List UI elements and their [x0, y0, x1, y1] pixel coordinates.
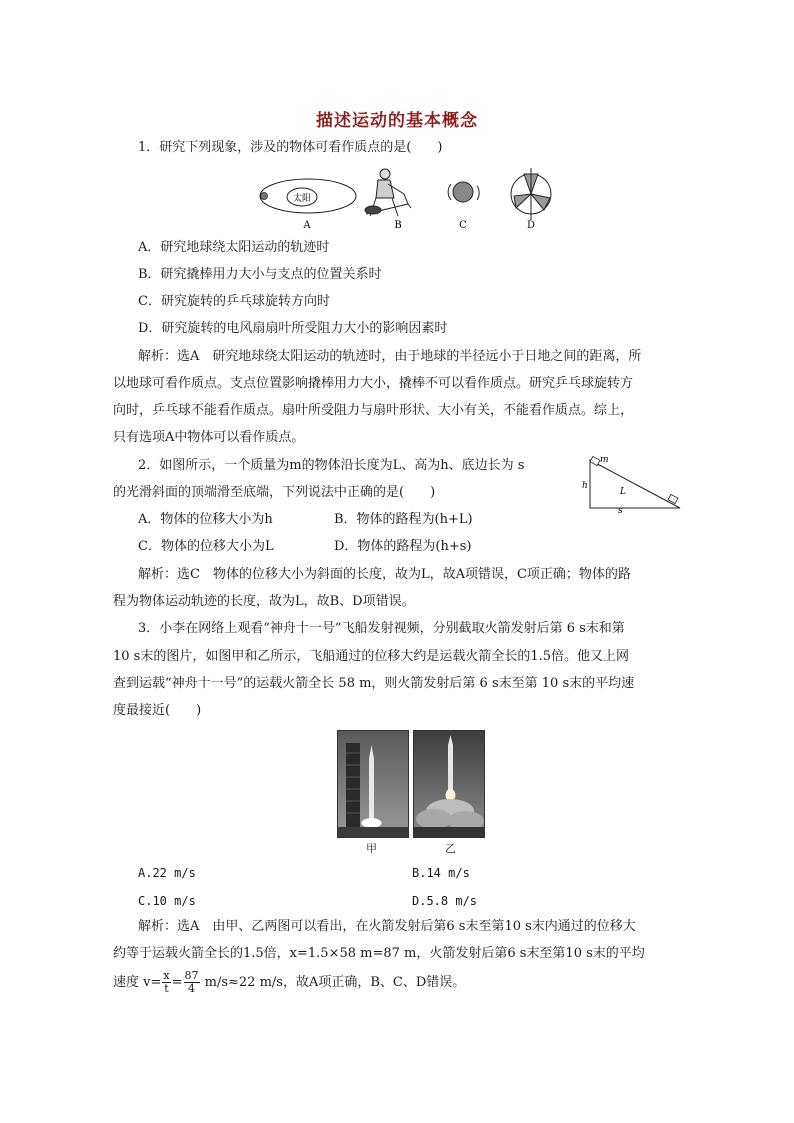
q2-analysis-line2: 程为物体运动轨迹的长度，故为L，故B、D项错误。 — [113, 594, 415, 609]
q2-stem-line2: 的光滑斜面的顶端滑至底端，下列说法中正确的是( ) — [113, 485, 436, 500]
q3-stem-line1: 3．小李在网络上观看“神舟十一号”飞船发射视频，分别截取火箭发射后第 6 s末和第 — [138, 621, 625, 636]
speed-suffix: m/s≈22 m/s，故A项正确，B、C、D错误。 — [200, 975, 466, 990]
q1-figure — [258, 164, 558, 232]
fraction-x-over-t: $\frac{x}{t}$ — [163, 969, 170, 995]
q1-analysis-line3: 向时，乒乓球不能看作质点。扇叶所受阻力与扇叶形状、大小有关，不能看作质点。综上， — [113, 403, 634, 418]
q1-analysis-line2: 以地球可看作质点。支点位置影响撬棒用力大小，撬棒不可以看作质点。研究乒乓球旋转方 — [113, 376, 634, 391]
label-L: L — [620, 487, 626, 497]
label-m: m — [600, 455, 609, 465]
rocket-photo-yi — [413, 730, 485, 838]
q2-option-c: C．物体的位移大小为L — [138, 539, 274, 554]
sun-label: 太阳 — [292, 194, 312, 204]
lever-person-icon — [365, 169, 411, 216]
fig-label-b: B — [394, 220, 402, 231]
q3-stem-line3: 查到运载“神舟十一号”的运载火箭全长 58 m，则火箭发射后第 6 s末至第 10 s末的平均速 — [113, 676, 635, 691]
q3-option-d: D.5.8 m/s — [412, 894, 478, 908]
q2-option-d: D．物体的路程为(h+s) — [334, 539, 472, 554]
q1-analysis-line4: 只有选项A中物体可以看作质点。 — [113, 430, 305, 445]
q1-option-b: B．研究撬棒用力大小与支点的位置关系时 — [138, 267, 382, 282]
q1-option-d: D．研究旋转的电风扇扇叶所受阻力大小的影响因素时 — [138, 321, 448, 336]
earth-icon — [261, 193, 268, 200]
q2-stem-line1: 2．如图所示，一个质量为m的物体沿长度为L、高为h、底边长为 s — [138, 458, 525, 473]
q1-option-c: C．研究旋转的乒乓球旋转方向时 — [138, 294, 330, 309]
photo-label-jia: 甲 — [366, 842, 377, 855]
q2-incline-figure — [580, 454, 690, 514]
q3-stem-line4: 度最接近( ) — [113, 703, 202, 718]
fig-label-d: D — [526, 220, 536, 231]
photo-label-yi: 乙 — [445, 842, 456, 855]
q3-analysis-line3: 速度 v= $\frac{x}{t}$ = $\frac{87}{4}$ m/s≈22 m/s，故A项正确，B、C、D错误。 — [113, 969, 466, 995]
q1-analysis-line1: 解析：选A 研究地球绕太阳运动的轨迹时，由于地球的半径远小于日地之间的距离，所 — [138, 349, 642, 364]
q3-analysis-line1: 解析：选A 由甲、乙两图可以看出，在火箭发射后第6 s末至第10 s末内通过的位移大 — [138, 919, 636, 934]
rocket-photo-jia — [337, 730, 409, 838]
page-title: 描述运动的基本概念 — [316, 111, 478, 131]
fig-label-a: A — [303, 220, 311, 231]
q1-option-a: A．研究地球绕太阳运动的轨迹时 — [138, 240, 330, 255]
ball-icon — [453, 182, 473, 202]
q2-analysis-line1: 解析：选C 物体的位移大小为斜面的长度，故为L，故A项错误，C项正确；物体的路 — [138, 567, 631, 582]
q2-option-b: B．物体的路程为(h+L) — [334, 512, 473, 527]
q3-analysis-line2: 约等于运载火箭全长的1.5倍，x=1.5×58 m=87 m，火箭发射后第6 s末至第10 s末的平均 — [113, 946, 645, 961]
q3-stem-line2: 10 s末的图片，如图甲和乙所示，飞船通过的位移大约是运载火箭全长的1.5倍。他又上网 — [113, 649, 630, 664]
q3-option-a: A.22 m/s — [138, 866, 196, 880]
q3-option-c: C.10 m/s — [138, 894, 196, 908]
fan-icon — [511, 168, 551, 220]
q3-option-b: B.14 m/s — [412, 866, 470, 880]
speed-prefix: 速度 v= — [113, 975, 162, 990]
fig-label-c: C — [459, 220, 467, 231]
label-h: h — [582, 481, 588, 491]
fraction-87-over-4: $\frac{87}{4}$ — [184, 969, 199, 995]
label-s: s — [618, 506, 623, 514]
q1-stem: 1．研究下列现象，涉及的物体可看作质点的是( ) — [138, 140, 443, 155]
q2-option-a: A．物体的位移大小为h — [138, 512, 273, 527]
